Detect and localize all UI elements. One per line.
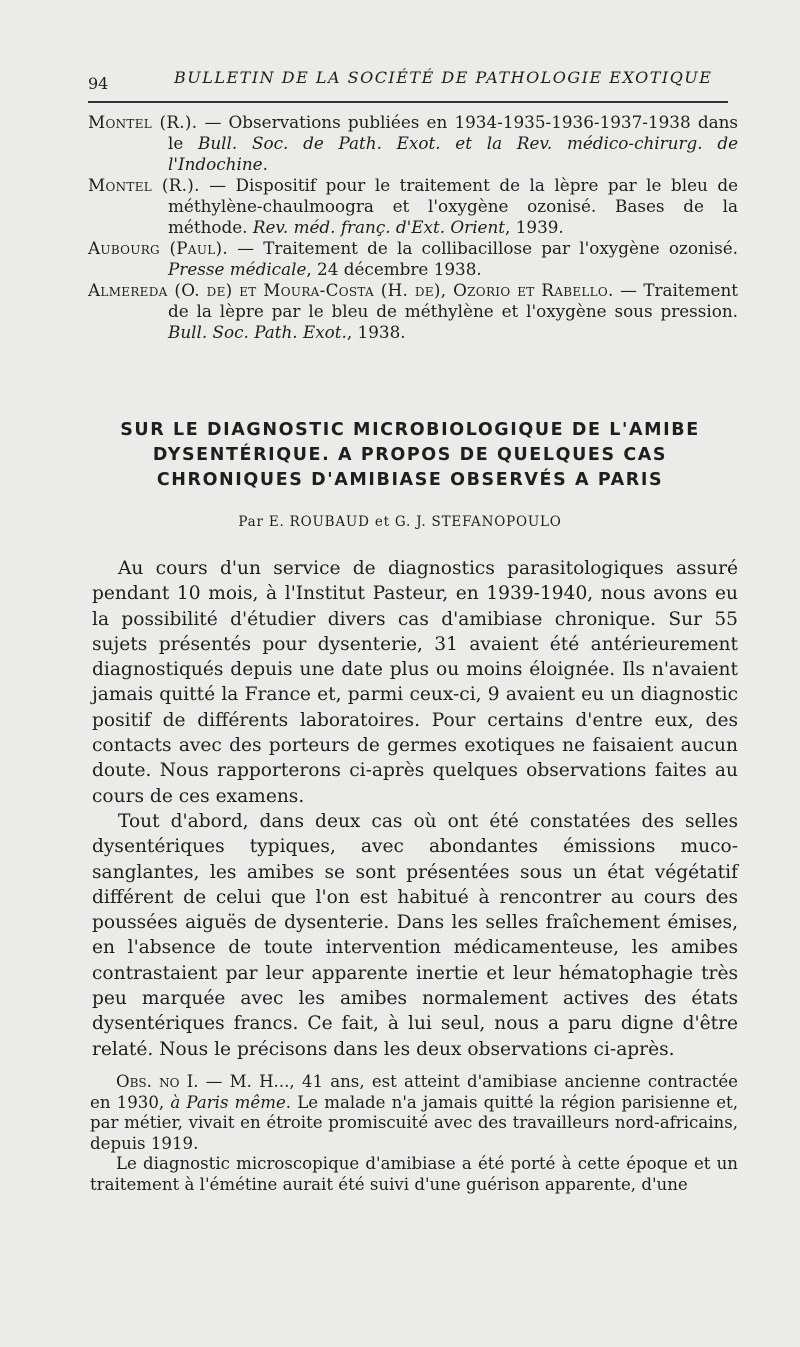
reference-journal: Bull. Soc. Path. Exot.: [168, 322, 347, 342]
reference-authors: Montel (R.).: [88, 112, 198, 132]
observation-text-a: — M. H..., 41 ans, est atteint d'amibiase ancienne contractée en 1930,: [90, 1072, 738, 1112]
reference-tail: , 24 décembre 1938.: [306, 259, 482, 279]
body-paragraph: Au cours d'un service de diagnostics parasitologiques assuré pendant 10 mois, à l'Institut Pasteur, en 1939-1940, nous avons eu la possibilité d'étudier divers cas d'amibiase chronique. Sur 55 sujets présentés pour dysenterie, 31 avaient été antérieurement diagnostiqués depuis une date plus ou moins éloignée. Ils n'avaient jamais quitté la France et, parmi ceux-ci, 9 avaient eu un diagnostic positif de différents laboratoires. Pour certains d'entre eux, des contacts avec des porteurs de germes exotiques ne faisaient aucun doute. Nous rapporterons ci-après quelques observations faites au cours de ces examens.: [92, 558, 738, 807]
header-rule: [88, 101, 728, 103]
reference-authors: Almereda (O. de) et Moura-Costa (H. de), Ozorio et Rabello.: [88, 280, 614, 300]
reference-item: [88, 280, 738, 343]
body-paragraph: Tout d'abord, dans deux cas où ont été constatées des selles dysentériques typiques, avec abondantes émissions muco-sanglantes, les amibes se sont présentées sous un état végétatif différent de celui que l'on est habitué à rencontrer au cours des poussées aiguës de dysenterie. Dans les selles fraîchement émises, en l'absence de toute intervention médicamenteuse, les amibes contrastaient par leur apparente inertie et leur hématophagie très peu marquée avec les amibes normalement actives des états dysentériques francs. Ce fait, à lui seul, nous a paru digne d'être relaté. Nous le précisons dans les deux observations ci-après.: [92, 810, 738, 1060]
reference-item: [88, 112, 738, 175]
observation-continuation: Le diagnostic microscopique d'amibiase a été porté à cette époque et un traitement à l'émétine aurait été suivi d'une guérison apparente, d'une: [90, 1154, 738, 1194]
observation-label: Obs. no I.: [116, 1072, 199, 1091]
reference-text: — Observations publiées en 1934-1935-1936-1937-1938 dans le: [168, 112, 738, 153]
article-title: SUR LE DIAGNOSTIC MICROBIOLOGIQUE DE L'AMIBE DYSENTÉRIQUE. A PROPOS DE QUELQUES CAS CHRONIQUES D'AMIBIASE OBSERVÉS A PARIS: [120, 420, 700, 490]
observation-paragraph: [90, 1072, 738, 1154]
reference-item: [88, 175, 738, 238]
reference-item: [88, 238, 738, 280]
article-body: [92, 556, 738, 1062]
page-number: 94: [88, 74, 109, 93]
reference-authors: Montel (R.).: [88, 175, 200, 195]
reference-text: — Dispositif pour le traitement de la lèpre par le bleu de méthylène-chaulmoogra et l'oxygène ozonisé. Bases de la méthode.: [168, 175, 738, 237]
article-byline: Par E. ROUBAUD et G. J. STEFANOPOULO: [238, 514, 562, 530]
observation-italic: à Paris même: [170, 1092, 286, 1112]
reference-list: [88, 112, 738, 343]
observation-block: [90, 1072, 738, 1195]
reference-authors: Aubourg (Paul).: [88, 238, 229, 258]
reference-journal: Presse médicale: [168, 259, 307, 279]
reference-tail: , 1939.: [505, 217, 564, 237]
reference-text: — Traitement de la lèpre par le bleu de méthylène et l'oxygène sous pression.: [168, 280, 738, 321]
reference-tail: , 1938.: [346, 322, 406, 342]
reference-journal: Bull. Soc. de Path. Exot. et la Rev. médico-chirurg. de l'Indochine.: [168, 133, 738, 174]
running-title: BULLETIN DE LA SOCIÉTÉ DE PATHOLOGIE EXOTIQUE: [174, 68, 713, 87]
observation-text-b: . Le malade n'a jamais quitté la région parisienne et, par métier, vivait en étroite promiscuité avec des travailleurs nord-africains, depuis 1919.: [90, 1092, 739, 1153]
page-header: [88, 66, 728, 96]
reference-text: — Traitement de la collibacillose par l'oxygène ozonisé.: [228, 238, 738, 258]
reference-journal: Rev. méd. franç. d'Ext. Orient: [252, 217, 506, 237]
